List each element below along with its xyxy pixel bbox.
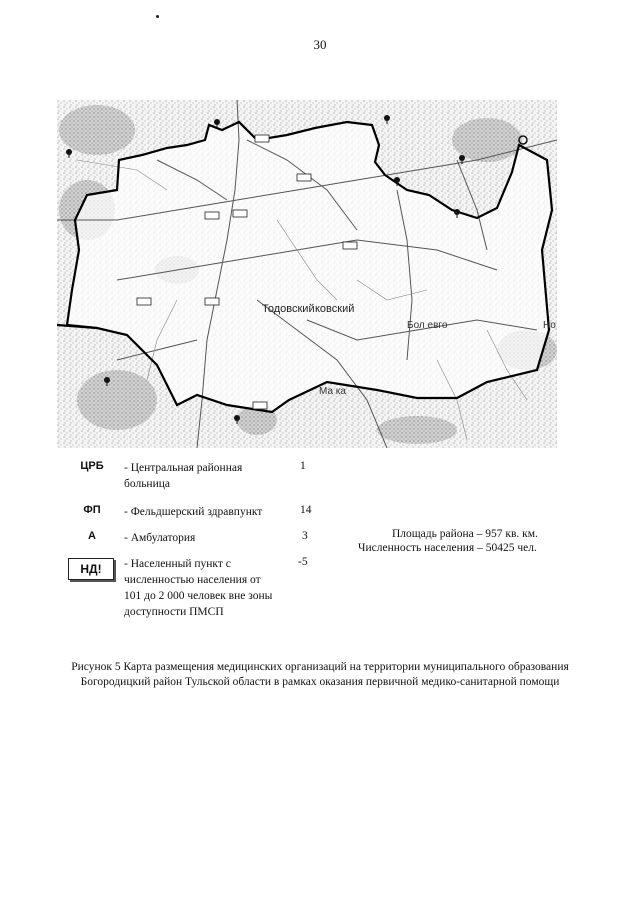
- district-center-label: Тодовский: [262, 303, 315, 315]
- page-mark: [156, 15, 159, 18]
- page-number: 30: [313, 37, 327, 52]
- south-town-label: Ма ка: [319, 386, 346, 397]
- legend-symbol-a: А: [88, 530, 96, 542]
- legend-count-a: 3: [302, 530, 308, 542]
- legend-desc-crb: - Центральная районная больница: [124, 462, 243, 490]
- east-edge-label: Но: [543, 320, 556, 331]
- population-summary: Численность населения – 50425 чел.: [358, 542, 537, 554]
- area-summary: Площадь района – 957 кв. км.: [392, 528, 538, 540]
- legend-symbol-nd: НД!: [68, 558, 114, 580]
- legend-desc-a: - Амбулатория: [124, 532, 196, 544]
- district-center-label-extra: ковский: [315, 303, 355, 315]
- legend-symbol-fp: ФП: [83, 504, 101, 516]
- figure-caption: Рисунок 5 Карта размещения медицинских организаций на территории муниципального образования Богородицкий район Тульской области в рамках оказания первичной медико-санитарной помощи: [71, 661, 569, 688]
- legend-desc-nd: - Населенный пункт с численностью населения от 101 до 2 000 человек вне зоны доступности ПМСП: [124, 558, 273, 618]
- east-town-label: Бол евго: [407, 320, 448, 331]
- legend-count-crb: 1: [300, 460, 306, 472]
- legend-symbol-crb: ЦРБ: [80, 460, 104, 472]
- district-map: [57, 100, 557, 448]
- legend-count-fp: 14: [300, 504, 312, 516]
- legend-count-nd: -5: [298, 556, 308, 568]
- legend-desc-fp: - Фельдшерский здравпункт: [124, 506, 263, 518]
